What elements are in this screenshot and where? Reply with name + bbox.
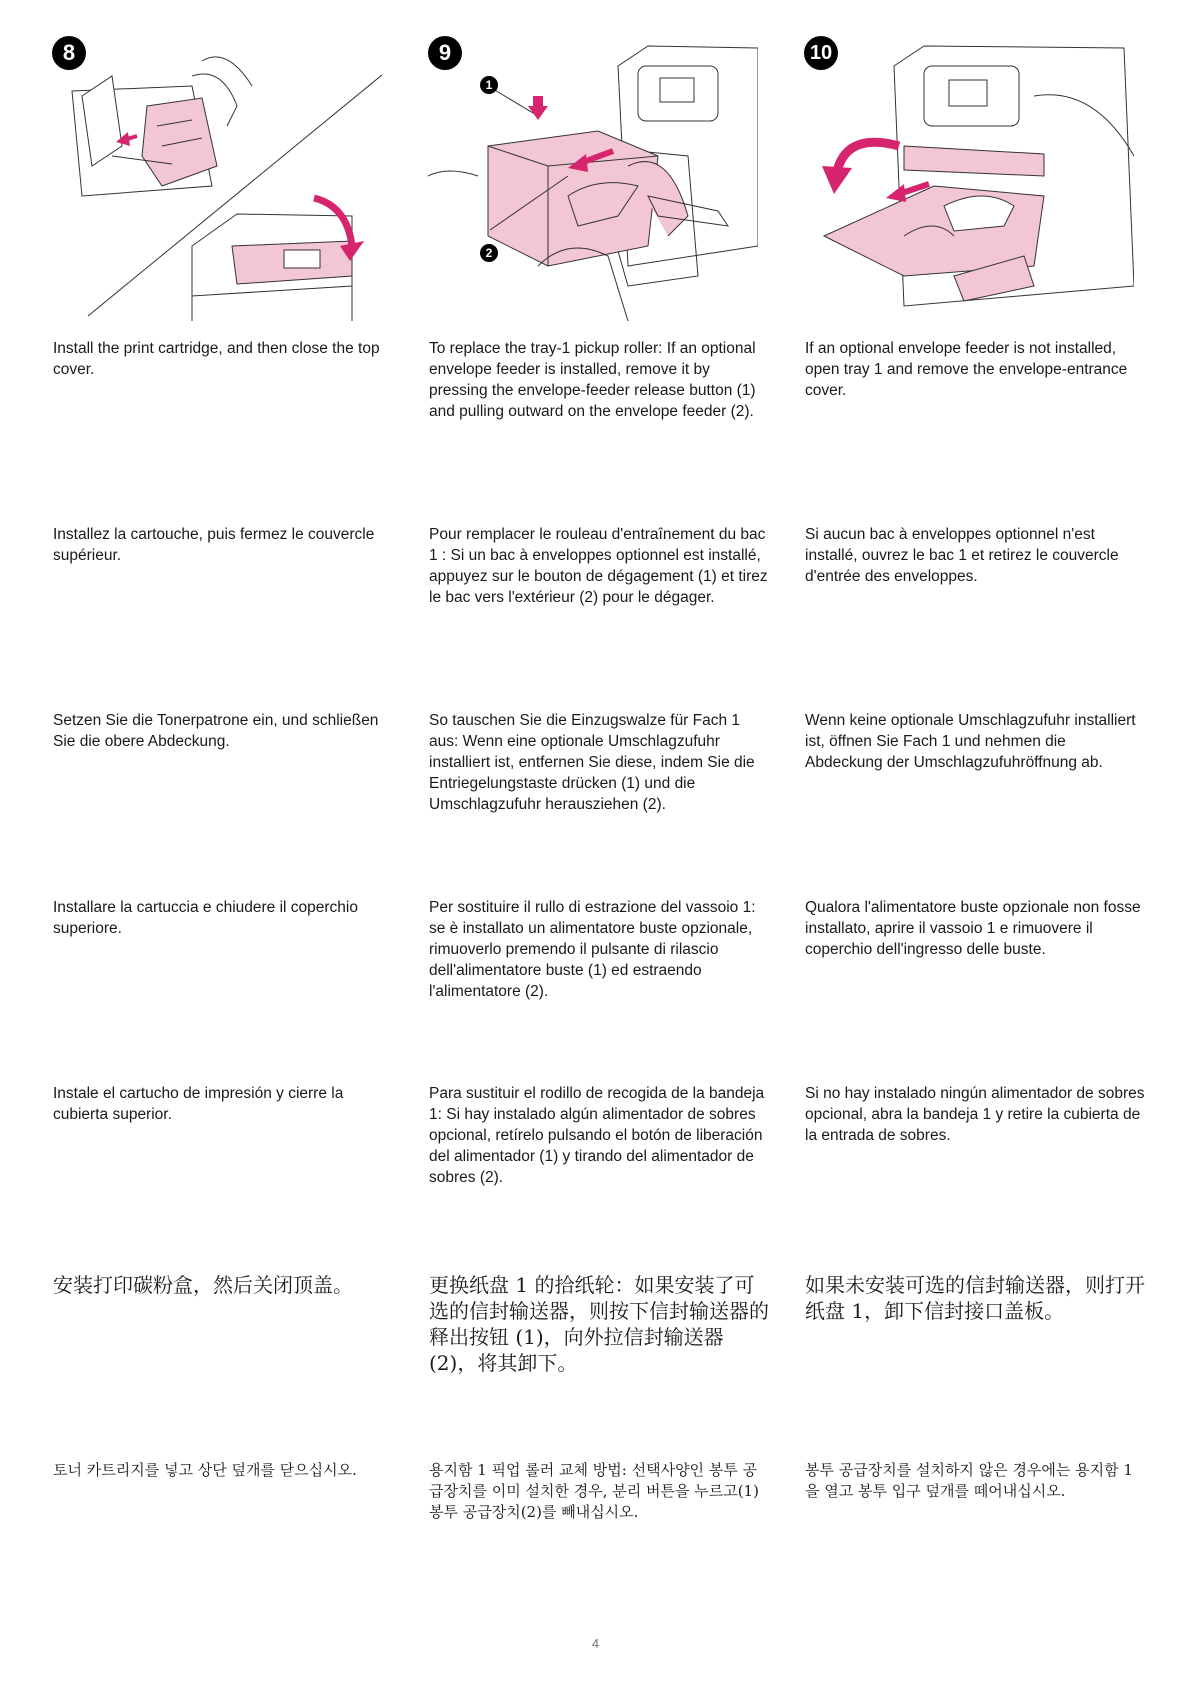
page-number: 4 — [591, 1636, 600, 1651]
step-9-text-en: To replace the tray-1 pickup roller: If an optional envelope feeder is installed, remove it by pressing the envelope-feeder release button (1) and pulling outward on the envelope feeder (2). — [429, 340, 756, 420]
step-number-badge: 8 — [52, 36, 86, 70]
step-10-text-de: Wenn keine optionale Umschlagzufuhr installiert ist, öffnen Sie Fach 1 und nehmen die Abdeckung der Umschlagzufuhröffnung ab. — [805, 712, 1136, 771]
step-8-text-ko: 토너 카트리지를 넣고 상단 덮개를 닫으십시오. — [53, 1461, 357, 1479]
step-10-text-es: Si no hay instalado ningún alimentador de sobres opcional, abra la bandeja 1 y retire la cubierta de la entrada de sobres. — [805, 1085, 1145, 1144]
step-10-text-ko: 봉투 공급장치를 설치하지 않은 경우에는 용지함 1을 열고 봉투 입구 덮개를 떼어내십시오. — [805, 1461, 1133, 1500]
step-10-text-fr: Si aucun bac à enveloppes optionnel n'est installé, ouvrez le bac 1 et retirez le couvercle d'entrée des enveloppes. — [805, 526, 1119, 585]
step-8-text-de: Setzen Sie die Tonerpatrone ein, und schließen Sie die obere Abdeckung. — [53, 712, 379, 750]
step-8-text-es: Instale el cartucho de impresión y cierre la cubierta superior. — [53, 1085, 344, 1123]
callout-2: 2 — [480, 244, 498, 262]
step-number-badge: 10 — [804, 36, 838, 70]
step-10-text-it: Qualora l'alimentatore buste opzionale non fosse installato, aprire il vassoio 1 e rimuovere il coperchio dell'ingresso delle buste. — [805, 899, 1141, 958]
step-9-text-ko: 용지함 1 픽업 롤러 교체 방법: 선택사양인 봉투 공급장치를 이미 설치한 경우, 분리 버튼을 누르고(1) 봉투 공급장치(2)를 빼내십시오. — [429, 1461, 759, 1521]
step-number-badge: 9 — [428, 36, 462, 70]
step-9-text-zh: 更换纸盘 1 的拾纸轮：如果安装了可选的信封输送器，则按下信封输送器的释出按钮 (1)，向外拉信封输送器 (2)，将其卸下。 — [429, 1273, 769, 1375]
step-8-text-fr: Installez la cartouche, puis fermez le couvercle supérieur. — [53, 526, 375, 564]
step-8-text-zh: 安装打印碳粉盒，然后关闭顶盖。 — [53, 1273, 353, 1297]
callout-1: 1 — [480, 76, 498, 94]
illustration-remove-envelope-feeder — [428, 36, 758, 321]
step-9-text-es: Para sustituir el rodillo de recogida de la bandeja 1: Si hay instalado algún alimentador de sobres opcional, retírelo pulsando el botón de liberación del alimentador (1) y tirando del alimentador de sobres (2). — [429, 1085, 765, 1186]
figure-step-9 — [428, 36, 758, 321]
step-9-text-de: So tauschen Sie die Einzugswalze für Fach 1 aus: Wenn eine optionale Umschlagzufuhr installiert ist, entfernen Sie diese, indem Sie die Entriegelungstaste drücken (1) und die Umschlagzufuhr herausziehen (2). — [429, 712, 755, 813]
step-10-text-zh: 如果未安装可选的信封输送器，则打开纸盘 1，卸下信封接口盖板。 — [805, 1273, 1145, 1323]
figure-step-8 — [52, 36, 382, 321]
figure-step-10 — [804, 36, 1134, 321]
step-8-text-it: Installare la cartuccia e chiudere il coperchio superiore. — [53, 899, 358, 937]
step-8-text-en: Install the print cartridge, and then close the top cover. — [53, 340, 380, 378]
step-10-text-en: If an optional envelope feeder is not installed, open tray 1 and remove the envelope-entrance cover. — [805, 340, 1128, 399]
step-9-text-fr: Pour remplacer le rouleau d'entraînement du bac 1 : Si un bac à enveloppes optionnel est installé, appuyez sur le bouton de dégagement (1) et tirez le bac vers l'extérieur (2) pour le dégager. — [429, 526, 768, 606]
illustration-install-cartridge — [52, 36, 382, 321]
illustration-remove-entrance-cover — [804, 36, 1134, 321]
step-9-text-it: Per sostituire il rullo di estrazione del vassoio 1: se è installato un alimentatore buste opzionale, rimuoverlo premendo il pulsante di rilascio dell'alimentatore buste (1) ed estraendo l'alimentatore (2). — [429, 899, 756, 1000]
